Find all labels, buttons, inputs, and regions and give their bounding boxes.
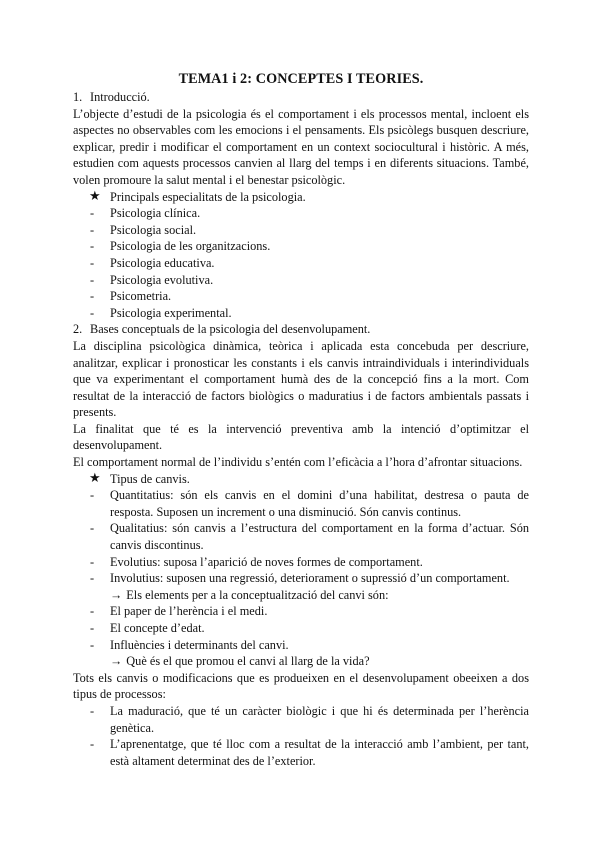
list-item-text: Qualitatius: són canvis a l’estructura del comportament en la forma d’actuar. Són canvis discontinus. [110, 521, 529, 553]
question-line [73, 653, 529, 670]
dash-icon: - [90, 521, 95, 536]
list-item-text: Psicologia social. [110, 222, 197, 237]
list-item-text: Quantitatius: són els canvis en el domini d’una habilitat, destresa o pauta de resposta. Suposen un increment o una disminució. Són canvis continus. [110, 488, 529, 519]
list-item-text: El concepte d’edat. [110, 621, 205, 635]
list-item [73, 205, 529, 222]
list-item-text: Evolutius: suposa l’aparició de noves formes de comportament. [110, 554, 423, 569]
list-item-text: Psicologia experimental. [110, 305, 232, 320]
section-number: 2. [73, 322, 83, 337]
list-item-text: Psicologia evolutiva. [110, 272, 214, 287]
list-item-text: Psicologia educativa. [110, 255, 215, 270]
list-item-text: Psicologia de les organitzacions. [110, 239, 271, 254]
change-types-title [73, 471, 529, 488]
list-item [73, 554, 529, 571]
list-item-text: L’aprenentatge, que té lloc com a resultat de la interacció amb l’ambient, per tant, està altament determinat des de l’exterior. [110, 737, 529, 768]
list-item [73, 238, 529, 255]
list-item [73, 255, 529, 272]
section-title: Bases conceptuals de la psicologia del desenvolupament. [90, 322, 371, 337]
arrow-right-icon: → [110, 587, 123, 602]
list-item-text: Involutius: suposen una regressió, deteriorament o supressió d’un comportament. [110, 571, 510, 586]
list-item [73, 272, 529, 289]
list-item-text: Influències i determinants del canvi. [110, 637, 289, 652]
specialties-list-title [73, 189, 529, 206]
dash-icon: - [90, 305, 95, 320]
document-content [73, 70, 529, 769]
dash-icon: - [90, 703, 95, 718]
list-title-text: Tipus de canvis. [110, 471, 190, 486]
dash-icon: - [90, 222, 95, 237]
dash-icon: - [90, 571, 95, 586]
dash-icon: - [90, 239, 95, 254]
arrow-text: Els elements per a la conceptualització del canvi són: [126, 587, 389, 602]
section-2-heading [73, 321, 529, 338]
dash-icon: - [90, 737, 95, 752]
dash-icon: - [90, 255, 95, 270]
dash-icon: - [90, 272, 95, 287]
list-item-text: Psicometria. [110, 289, 172, 304]
elements-intro [73, 587, 529, 604]
section-number: 1. [73, 90, 83, 104]
intro-paragraph: L’objecte d’estudi de la psicologia és el comportament i els processos mental, incloent els aspectes no observables com les emocions i el pensaments. Els psicòlegs busquen descriure, explicar, predir i modificar el comportament en un context sociocultural i històric. A més, estudien com aquests processos canvien al llarg del temps i en diferents situacions. També, volen promoure la salut mental i el benestar psicològic. [73, 106, 529, 187]
list-item [73, 570, 529, 587]
list-item [73, 520, 529, 553]
list-title-text: Principals especialitats de la psicologia. [110, 189, 306, 204]
list-item-text: El paper de l’herència i el medi. [110, 604, 268, 619]
section-1-heading [73, 89, 529, 106]
arrow-right-icon: → [110, 654, 123, 669]
dash-icon: - [90, 621, 95, 635]
dash-icon: - [90, 637, 95, 652]
discipline-paragraph: La disciplina psicològica dinàmica, teòrica i aplicada esta concebuda per descriure, analitzar, explicar i pronosticar les constants i els canvis intraindividuals i interindividuals que va experimentant el comportament humà des de la concepció fins a la mort. Com resultat de la interacció de factors biològics o maduratius i de factors ambientals passats i presents. [73, 338, 529, 420]
dash-icon: - [90, 289, 95, 304]
list-item [73, 703, 529, 736]
list-item [73, 603, 529, 620]
section-title: Introducció. [90, 90, 150, 104]
dash-icon: - [90, 206, 95, 221]
dash-icon: - [90, 554, 95, 569]
document-title: TEMA1 i 2: CONCEPTES I TEORIES. [178, 71, 424, 87]
list-item [73, 620, 529, 637]
list-item [73, 305, 529, 322]
star-icon: ★ [89, 469, 101, 485]
arrow-text: Què és el que promou el canvi al llarg de la vida? [126, 654, 370, 669]
list-item [73, 487, 529, 520]
dash-icon: - [90, 604, 95, 619]
list-item [73, 222, 529, 239]
list-item [73, 288, 529, 305]
dash-icon: - [90, 488, 95, 503]
list-item [73, 637, 529, 654]
list-item [73, 736, 529, 769]
normal-behaviour-paragraph: El comportament normal de l’individu s’entén com l’eficàcia a l’hora d’afrontar situacions. [73, 455, 523, 470]
list-item-text: Psicologia clínica. [110, 206, 201, 221]
processes-paragraph: Tots els canvis o modificacions que es produeixen en el desenvolupament obeeixen a dos tipus de processos: [73, 670, 529, 702]
star-icon: ★ [89, 187, 101, 203]
list-item-text: La maduració, que té un caràcter biològic i que hi és determinada per l’herència genètica. [110, 703, 529, 735]
purpose-paragraph: La finalitat que té es la intervenció preventiva amb la intenció d’optimitzar el desenvolupament. [73, 421, 529, 453]
